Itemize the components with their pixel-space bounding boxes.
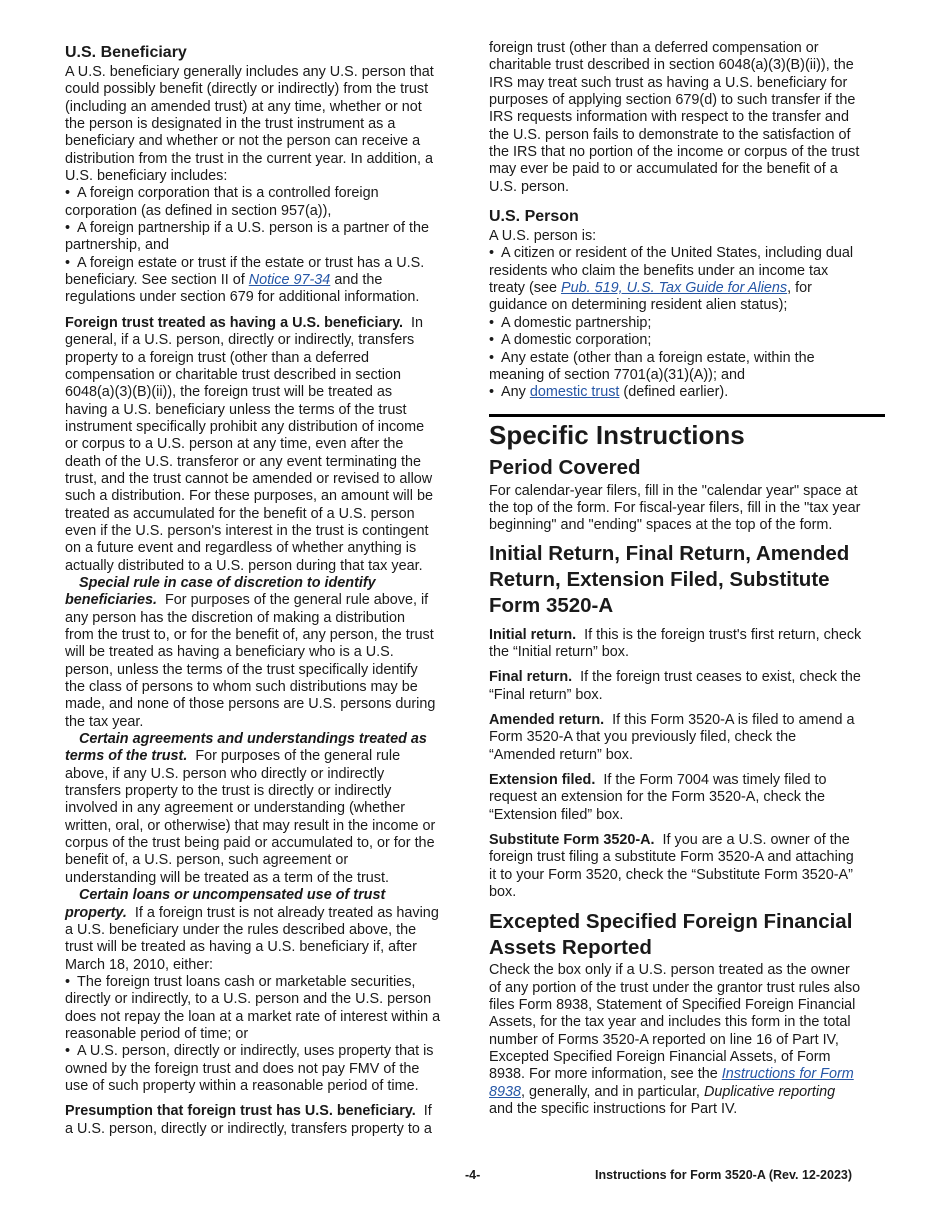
text-line: a U.S. person, directly or indirectly, transfers property to a (65, 1120, 432, 1137)
text-line: Check the box only if a U.S. person treated as the owner (489, 962, 850, 979)
text-line: from the trust to, or for the benefit of, any person, the trust (65, 627, 434, 643)
text: (defined earlier). (619, 384, 729, 401)
amended-return-item (489, 712, 885, 764)
text-line (65, 272, 465, 289)
run-in-heading: Presumption that foreign trust has U.S. beneficiary. (65, 1103, 416, 1120)
initial-return-item (489, 627, 885, 662)
bullet-item: • The foreign trust loans cash or marketable securities, (65, 974, 465, 991)
section-divider (489, 414, 885, 417)
text-line: Assets, for the tax year and includes this form in the total (489, 1014, 851, 1031)
text: For purposes of the general rule above, if (165, 592, 429, 609)
text-line: or corpus to a U.S. person at any time, even after the (65, 436, 404, 453)
text: treaty (see (489, 280, 561, 297)
text-line: property to a foreign trust (other than a deferred (65, 349, 369, 366)
run-in-heading: Substitute Form 3520-A. (489, 832, 655, 848)
text: 8938. For more information, see the (489, 1066, 722, 1083)
run-in-heading: Final return. (489, 669, 573, 686)
text-line: corporation (as defined in section 957(a)), (65, 202, 332, 219)
notice-97-34-link[interactable]: Notice 97-34 (248, 272, 331, 289)
text: and the (330, 272, 383, 289)
final-return-item (489, 669, 885, 704)
text-line: on a future event and regardless of whether anything is (65, 540, 417, 557)
heading-line: Return, Extension Filed, Substitute (489, 567, 830, 591)
text-line: the top of the form. For fiscal-year filers, fill in the "tax year (489, 499, 861, 516)
text-line: U.S. person. (489, 178, 569, 195)
bullet-item: • A citizen or resident of the United States, including dual (489, 245, 885, 262)
right-column (489, 40, 885, 1118)
bullet-item: • A U.S. person, directly or indirectly, uses property that is (65, 1043, 465, 1060)
text: For purposes of the general rule (195, 748, 401, 765)
text-line: trust, and the trust cannot be amended or revised to allow (65, 470, 433, 487)
run-in-heading: Amended return. (489, 711, 605, 728)
heading-line: Assets Reported (489, 936, 652, 960)
text: If the Form 7004 was timely filed to (603, 771, 827, 788)
text-line: files Form 8938, Statement of Specified Foreign Financial (489, 997, 856, 1014)
text-line (489, 1066, 885, 1083)
text-line: A U.S. person is: (489, 228, 597, 245)
text-line: even if the U.S. person's interest in the trust is contingent (65, 522, 429, 539)
period-covered-heading: Period Covered (489, 455, 641, 479)
text-line: does not repay the loan at a market rate of interest within a (65, 1008, 441, 1025)
run-in-heading: property. (65, 904, 127, 921)
text: Any (501, 384, 530, 401)
text-line: A U.S. beneficiary generally includes any U.S. person that (65, 64, 434, 80)
run-in-heading: terms of the trust. (65, 748, 188, 765)
us-beneficiary-heading: U.S. Beneficiary (65, 44, 187, 61)
text-line: understanding will be treated as a term of the trust. (65, 869, 389, 886)
text-line: made, and none of those persons are U.S. persons during (65, 696, 436, 713)
italic-term: Duplicative reporting (703, 1083, 836, 1100)
text-line: instrument specifically prohibit any distribution of income (65, 418, 425, 435)
text-line: box. (489, 884, 517, 901)
text-line: use of such property within a reasonable period of time. (65, 1077, 419, 1094)
text-line: beginning" and "ending" spaces at the top of the form. (489, 517, 833, 534)
text: If you are a U.S. owner of the (662, 832, 850, 848)
text-line: IRS may treat such trust as having a U.S. beneficiary for (489, 74, 848, 91)
text-line: the “Initial return” box. (489, 643, 629, 660)
text: beneficiary. See section II of (65, 272, 249, 289)
text: If the foreign trust ceases to exist, check the (580, 669, 861, 686)
text-line (489, 280, 885, 297)
text-line: 6048(a)(3)(B)(ii)), the foreign trust will be treated as (65, 384, 393, 401)
bullet-item: • A foreign estate or trust if the estate or trust has a U.S. (65, 255, 465, 272)
run-in-heading: Initial return. (489, 626, 577, 643)
text-line: foreign trust filing a substitute Form 3520-A and attaching (489, 849, 854, 866)
bullet-item: • A domestic corporation; (489, 332, 885, 349)
special-rule-heading: Special rule in case of discretion to identify (79, 574, 376, 591)
text: If this Form 3520-A is filed to amend a (612, 711, 855, 728)
text-line: actually distributed to a U.S. person during that tax year. (65, 557, 423, 574)
text-line: the class of persons to whom such distributions may be (65, 679, 418, 696)
text-line: March 18, 2010, either: (65, 956, 213, 973)
substitute-form-item (489, 832, 885, 901)
extension-filed-item (489, 772, 885, 824)
text-line: owned by the foreign trust and does not pay FMV of the (65, 1060, 420, 1077)
text: If (423, 1103, 432, 1120)
text-line: request an extension for the Form 3520-A, check the (489, 789, 825, 806)
text-line: corpus of the trust being paid or accumulated to, or for the (65, 835, 435, 852)
text: If a foreign trust is not already treated as having (134, 904, 439, 921)
text: , generally, and in particular, (521, 1083, 704, 1100)
text-line (65, 592, 465, 609)
text-line: partnership, and (65, 237, 170, 254)
text: If this is the foreign trust's first return, check (584, 626, 862, 643)
text-line: any person has the discretion of making a distribution (65, 609, 405, 626)
text-line: “Amended return” box. (489, 746, 633, 763)
text-line: the person is designated in the trust instrument as a (65, 116, 396, 133)
text-line: it to your Form 3520, check the “Substitute Form 3520-A” (489, 866, 853, 883)
bullet-item (489, 384, 885, 401)
us-person-heading: U.S. Person (489, 208, 579, 226)
text-line: treated as accumulated for the benefit of a U.S. person (65, 505, 415, 522)
text-line: Form 3520-A that you previously filed, check the (489, 729, 797, 746)
text-line: number of Forms 3520-A reported on line 16 of Part IV, (489, 1031, 839, 1048)
text-line: written, oral, or otherwise) that may result in the income or (65, 817, 436, 834)
text-line: For calendar-year filers, fill in the "calendar year" space at (489, 482, 858, 499)
instructions-form-8938-link[interactable]: Instructions for Form (721, 1066, 854, 1083)
text-line: distribution from the trust in the current year. In addition, a (65, 150, 433, 167)
text-line: the IRS that no portion of the income or corpus of the trust (489, 144, 860, 161)
domestic-trust-link[interactable]: domestic trust (529, 384, 620, 401)
text-line: regulations under section 679 for additional information. (65, 289, 420, 306)
text-line: benefit of, a U.S. person, such agreement or (65, 852, 349, 869)
heading-line: Form 3520-A (489, 593, 614, 617)
heading-line: Initial Return, Final Return, Amended (489, 541, 850, 565)
loans-heading: Certain loans or uncompensated use of trust (79, 887, 386, 904)
text-line: IRS requests information with respect to the transfer and (489, 109, 849, 126)
left-column (65, 40, 465, 1138)
text-line: trust will be treated as having a U.S. beneficiary if, after (65, 939, 417, 956)
text-line: beneficiary and whether or not the person can receive a (65, 133, 421, 150)
text-line: will be treated as having a beneficiary who is a U.S. (65, 644, 394, 661)
text-line: Excepted Specified Foreign Financial Assets, of Form (489, 1049, 831, 1066)
text-line: involved in any agreement or understanding (whether (65, 800, 405, 817)
text-line: such a distribution. For these purposes, an amount will be (65, 488, 433, 505)
agreements-heading: Certain agreements and understandings treated as (79, 731, 427, 748)
text-line: meaning of section 7701(a)(31)(A)); and (489, 366, 745, 383)
text-line: “Extension filed” box. (489, 806, 624, 823)
text-line: reasonable period of time; or (65, 1025, 249, 1042)
excepted-assets-heading (489, 909, 885, 961)
bullet-item: • A foreign corporation that is a controlled foreign (65, 185, 465, 202)
bullet-item: • A domestic partnership; (489, 315, 885, 332)
text-line: the U.S. person fails to demonstrate to the satisfaction of (489, 126, 851, 143)
bullet-item: • A foreign partnership if a U.S. person is a partner of the (65, 220, 465, 237)
text-line: above, if any U.S. person who directly or indirectly (65, 765, 385, 782)
text-line: a U.S. beneficiary under the rules described above, the (65, 921, 417, 938)
text-line: of any portion of the trust under the grantor trust rules also (489, 979, 861, 996)
footer-document-title: Instructions for Form 3520-A (Rev. 12-2023) (595, 1168, 853, 1182)
specific-instructions-title: Specific Instructions (489, 419, 745, 450)
text: In (411, 314, 424, 331)
text-line (65, 748, 465, 765)
foreign-trust-paragraph-lead (65, 315, 465, 332)
text-line: purposes of applying section 679(d) to such transfer if the (489, 92, 856, 109)
text-line: guidance on determining resident alien status); (489, 297, 788, 314)
text-line: transfers property to the trust is directly or indirectly (65, 783, 392, 800)
text-line: and the specific instructions for Part IV. (489, 1101, 738, 1118)
text-line: person, unless the terms of the trust specifically identify (65, 661, 418, 678)
run-in-heading: Extension filed. (489, 771, 596, 788)
text-line: U.S. beneficiary includes: (65, 168, 228, 185)
run-in-heading: Foreign trust treated as having a U.S. beneficiary. (65, 314, 404, 331)
text-line: compensation or charitable trust described in section (65, 366, 401, 383)
text-line (65, 1103, 465, 1120)
text-line: general, if a U.S. person, directly or indirectly, transfers (65, 332, 415, 349)
returns-heading (489, 541, 885, 619)
text-line: death of the U.S. transferor or any event terminating the (65, 453, 421, 470)
text-line: foreign trust (other than a deferred compensation or (489, 40, 819, 56)
bullet-item: • Any estate (other than a foreign estate, within the (489, 350, 885, 367)
instructions-form-8938-link-cont[interactable]: 8938 (489, 1083, 522, 1100)
text-line: having a U.S. beneficiary unless the terms of the trust (65, 401, 407, 418)
text: , for (787, 280, 812, 297)
text-line (489, 1084, 885, 1101)
text-line (65, 905, 465, 922)
pub-519-link[interactable]: Pub. 519, U.S. Tax Guide for Aliens (560, 280, 788, 297)
text-line: the tax year. (65, 713, 144, 730)
heading-line: Excepted Specified Foreign Financial (489, 910, 853, 934)
text-line: directly or indirectly, to a U.S. person and the U.S. person (65, 991, 432, 1008)
page-number: -4- (465, 1168, 481, 1182)
text-line: (including an amended trust) at any time, whether or not (65, 98, 422, 115)
text-line: may ever be paid to or accumulated for the benefit of a (489, 161, 838, 178)
text-line: could possibly benefit (directly or indirectly) from the trust (65, 81, 429, 98)
text-line: charitable trust described in section 6048(a)(3)(B)(ii)), the (489, 57, 854, 74)
text-line: residents who claim the benefits under an income tax (489, 262, 829, 279)
run-in-heading: beneficiaries. (65, 592, 157, 609)
text-line: “Final return” box. (489, 686, 603, 703)
